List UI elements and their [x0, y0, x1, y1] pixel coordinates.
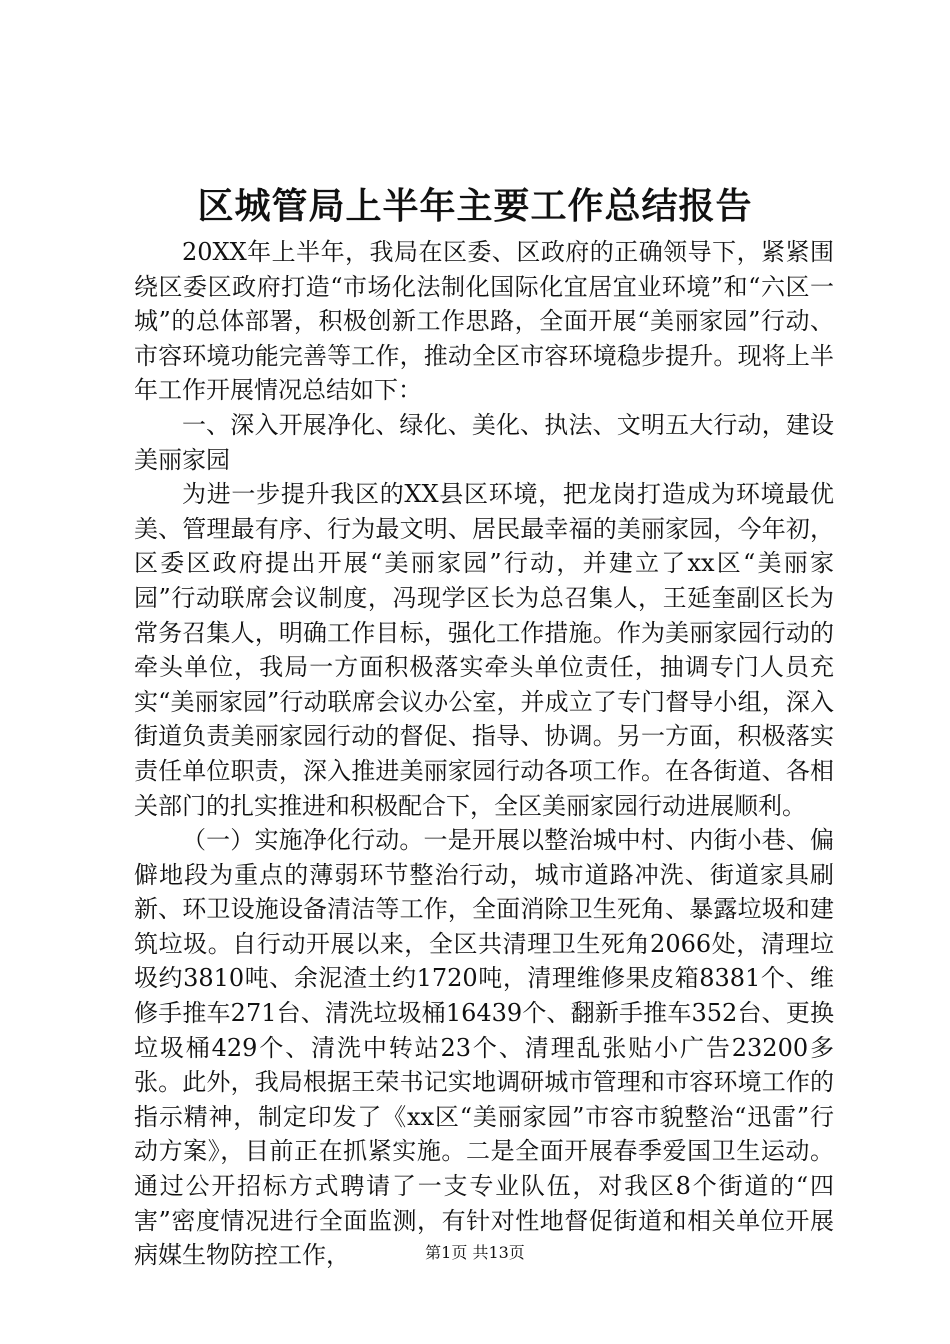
- section-heading-1: 一、深入开展净化、绿化、美化、执法、文明五大行动，建设美丽家园: [134, 410, 834, 474]
- document-title: 区城管局上半年主要工作总结报告: [197, 186, 753, 227]
- page-number-footer: 第1页 共13页: [425, 1243, 525, 1262]
- paragraph-beautiful-home: 为进一步提升我区的XX县区环境，把龙岗打造成为环境最优美、管理最有序、行为最文明、居民最幸福的美丽家园，今年初，区委区政府提出开展“美丽家园”行动，并建立了xx区“美丽家园”行动联席会议制度，冯现学区长为总召集人，王延奎副区长为常务召集人，明确工作目标，强化工作措施。作为美丽家园行动的牵头单位，我局一方面积极落实牵头单位责任，抽调专门人员充实“美丽家园”行动联席会议办公室，并成立了专门督导小组，深入街道负责美丽家园行动的督促、指导、协调。另一方面，积极落实责任单位职责，深入推进美丽家园行动各项工作。在各街道、各相关部门的扎实推进和积极配合下，全区美丽家园行动进展顺利。: [134, 480, 834, 820]
- paragraph-intro: 20XX年上半年，我局在区委、区政府的正确领导下，紧紧围绕区委区政府打造“市场化法制化国际化宜居宜业环境”和“六区一城”的总体部署，积极创新工作思路，全面开展“美丽家园”行动、市容环境功能完善等工作，推动全区市容环境稳步提升。现将上半年工作开展情况总结如下：: [134, 238, 834, 405]
- document-body: [134, 235, 834, 1273]
- paragraph-purification-action: （一）实施净化行动。一是开展以整治城中村、内街小巷、偏僻地段为重点的薄弱环节整治行动，城市道路冲洗、街道家具刷新、环卫设施设备清洁等工作，全面消除卫生死角、暴露垃圾和建筑垃圾。自行动开展以来，全区共清理卫生死角2066处，清理垃圾约3810吨、余泥渣土约1720吨，清理维修果皮箱8381个、维修手推车271台、清洗垃圾桶16439个、翻新手推车352台、更换垃圾桶429个、清洗中转站23个、清理乱张贴小广告23200多张。此外，我局根据王荣书记实地调研城市管理和市容环境工作的指示精神，制定印发了《xx区“美丽家园”市容市貌整治“迅雷”行动方案》，目前正在抓紧实施。二是全面开展春季爱国卫生运动。通过公开招标方式聘请了一支专业队伍，对我区8个街道的“四害”密度情况进行全面监测，有针对性地督促街道和相关单位开展病媒生物防控工作，: [134, 826, 834, 1270]
